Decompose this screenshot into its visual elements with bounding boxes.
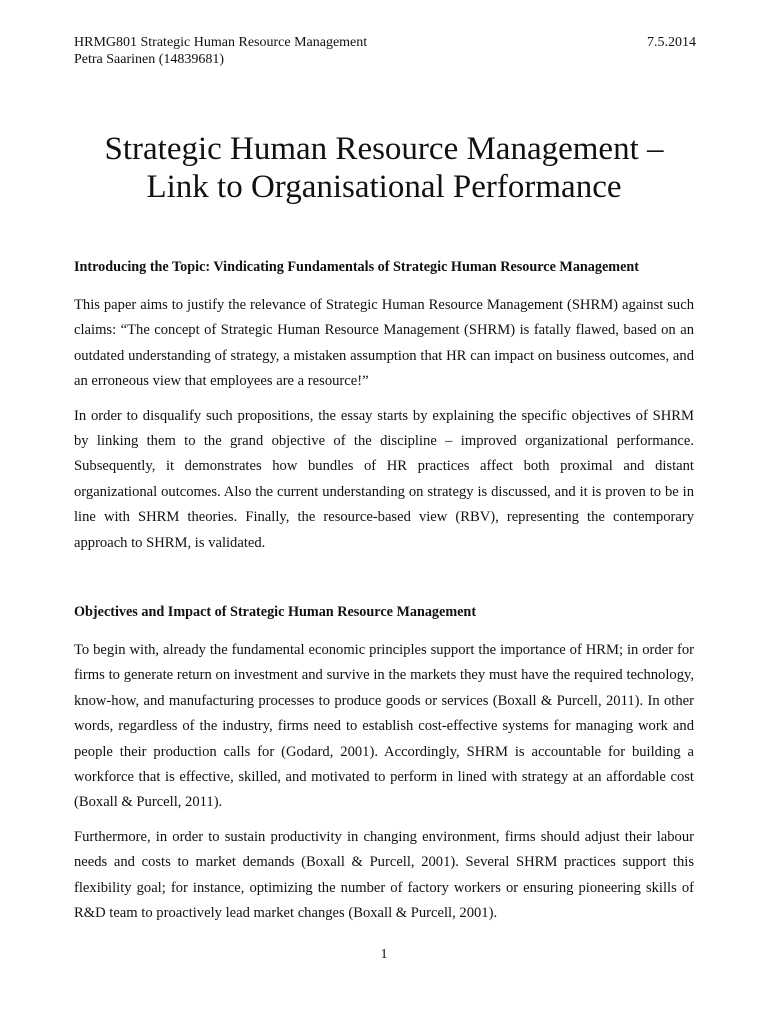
page-number: 1 — [380, 947, 388, 962]
section-introduction — [74, 257, 694, 556]
section-heading: Objectives and Impact of Strategic Human Resource Management — [74, 604, 477, 620]
paragraph: To begin with, already the fundamental economic principles support the importance of HRM; in order for firms to generate return on investment and survive in the markets they must have the required technology, know-how, and manufacturing processes to produce goods or services (Boxall & Purcell, 2011). In other words, regardless of the industry, firms need to establish cost-effective systems for managing work and people their production calls for (Godard, 2001). Accordingly, SHRM is accountable for building a workforce that is effective, skilled, and motivated to perform in lined with strategy at an affordable cost (Boxall & Purcell, 2011). — [74, 642, 694, 811]
course-title: HRMG801 Strategic Human Resource Management — [74, 35, 368, 50]
document-date: 7.5.2014 — [647, 35, 696, 50]
page-header — [74, 34, 696, 68]
author-name: Petra Saarinen (14839681) — [74, 52, 225, 67]
section-heading: Introducing the Topic: Vindicating Fundamentals of Strategic Human Resource Management — [74, 259, 640, 275]
title-line-2: Link to Organisational Performance — [146, 169, 622, 205]
section-objectives — [74, 602, 694, 926]
paragraph: Furthermore, in order to sustain productivity in changing environment, firms should adjust their labour needs and costs to market demands (Boxall & Purcell, 2001). Several SHRM practices support this flexibility goal; for instance, optimizing the number of factory workers or ensuring pioneering skills of R&D team to proactively lead market changes (Boxall & Purcell, 2001). — [74, 828, 694, 922]
paragraph: This paper aims to justify the relevance of Strategic Human Resource Management (SHRM) against such claims: “The concept of Strategic Human Resource Management (SHRM) is fatally flawed, based on an outdated understanding of strategy, a mistaken assumption that HR can impact on business outcomes, and an erroneous view that employees are a resource!” — [74, 297, 694, 390]
paragraph: In order to disqualify such propositions, the essay starts by explaining the specific objectives of SHRM by linking them to the grand objective of the discipline – improved organizational performance. Subsequently, it demonstrates how bundles of HR practices affect both proximal and distant organizational outcomes. Also the current understanding on strategy is discussed, and it is proven to be in line with SHRM theories. Finally, the resource-based view (RBV), representing the contemporary approach to SHRM, is validated. — [74, 407, 694, 551]
title-line-1: Strategic Human Resource Management – — [104, 131, 664, 167]
document-title — [40, 130, 728, 206]
